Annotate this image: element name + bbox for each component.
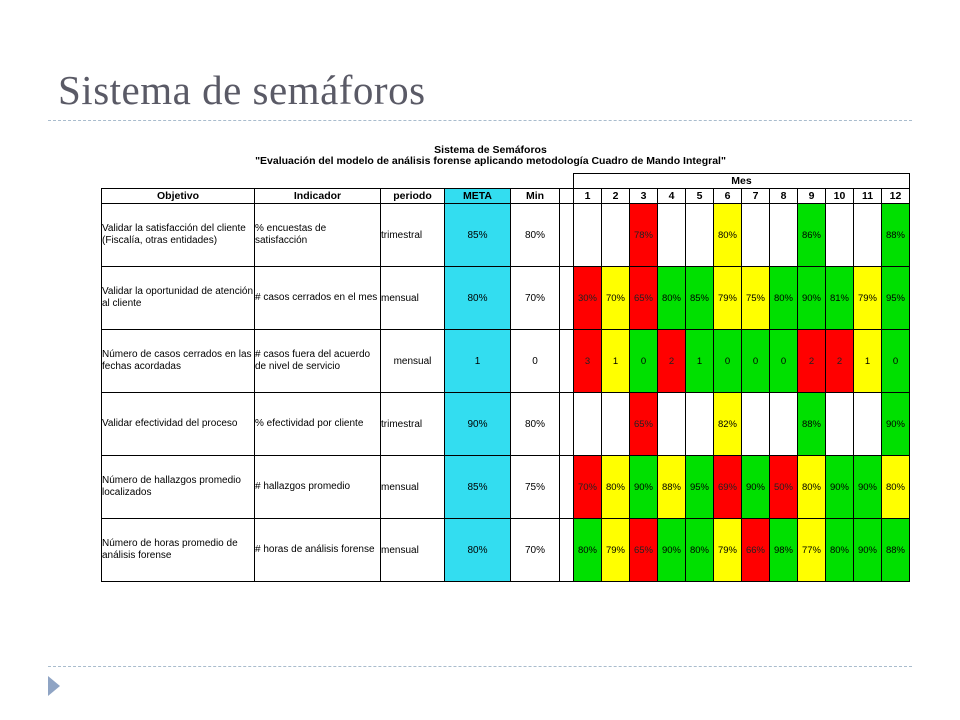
- header-month: 6: [714, 189, 742, 204]
- cell-month-value: [658, 393, 686, 456]
- cell-min: 75%: [511, 456, 560, 519]
- cell-month-value: [826, 393, 854, 456]
- cell-objetivo: Número de casos cerrados en las fechas acordadas: [102, 330, 255, 393]
- cell-month-value: 79%: [714, 267, 742, 330]
- cell-month-value: 0: [630, 330, 658, 393]
- cell-periodo: mensual: [381, 519, 445, 582]
- cell-month-value: 86%: [798, 204, 826, 267]
- cell-month-value: [854, 204, 882, 267]
- cell-month-value: 80%: [770, 267, 798, 330]
- cell-spacer: [560, 204, 574, 267]
- cell-indicador: # casos fuera del acuerdo de nivel de servicio: [255, 330, 381, 393]
- cell-month-value: 50%: [770, 456, 798, 519]
- header-objetivo: Objetivo: [102, 189, 255, 204]
- header-periodo: periodo: [381, 189, 445, 204]
- header-month: 3: [630, 189, 658, 204]
- cell-periodo: mensual: [381, 456, 445, 519]
- column-header-row: [102, 189, 910, 204]
- cell-month-value: 69%: [714, 456, 742, 519]
- cell-month-value: 80%: [714, 204, 742, 267]
- header-spacer: [560, 189, 574, 204]
- header-min: Min: [511, 189, 560, 204]
- header-month: 1: [574, 189, 602, 204]
- cell-month-value: 79%: [714, 519, 742, 582]
- cell-month-value: 88%: [882, 204, 910, 267]
- play-arrow-icon: [48, 676, 60, 696]
- header-month: 9: [798, 189, 826, 204]
- mes-header-row: [102, 174, 910, 189]
- header-indicador: Indicador: [255, 189, 381, 204]
- cell-month-value: 82%: [714, 393, 742, 456]
- cell-periodo: mensual: [381, 330, 445, 393]
- cell-month-value: 95%: [686, 456, 714, 519]
- bottom-divider: [48, 666, 912, 667]
- header-meta: META: [445, 189, 511, 204]
- header-month: 11: [854, 189, 882, 204]
- table-row: [102, 330, 910, 393]
- cell-indicador: % efectividad por cliente: [255, 393, 381, 456]
- cell-month-value: 80%: [826, 519, 854, 582]
- cell-min: 80%: [511, 204, 560, 267]
- cell-month-value: 90%: [630, 456, 658, 519]
- cell-month-value: 98%: [770, 519, 798, 582]
- traffic-light-table: [101, 173, 910, 582]
- cell-month-value: 79%: [854, 267, 882, 330]
- header-month: 7: [742, 189, 770, 204]
- cell-month-value: 0: [770, 330, 798, 393]
- cell-month-value: [658, 204, 686, 267]
- cell-month-value: [574, 204, 602, 267]
- cell-month-value: 90%: [882, 393, 910, 456]
- cell-month-value: 65%: [630, 519, 658, 582]
- cell-objetivo: Validar la satisfacción del cliente (Fiscalía, otras entidades): [102, 204, 255, 267]
- cell-periodo: trimestral: [381, 393, 445, 456]
- cell-month-value: [574, 393, 602, 456]
- cell-month-value: 88%: [658, 456, 686, 519]
- cell-month-value: [602, 393, 630, 456]
- header-month: 10: [826, 189, 854, 204]
- cell-month-value: 88%: [882, 519, 910, 582]
- cell-month-value: 0: [882, 330, 910, 393]
- cell-month-value: 2: [826, 330, 854, 393]
- cell-objetivo: Número de horas promedio de análisis forense: [102, 519, 255, 582]
- cell-month-value: 88%: [798, 393, 826, 456]
- cell-objetivo: Validar la oportunidad de atención al cliente: [102, 267, 255, 330]
- cell-month-value: 90%: [854, 519, 882, 582]
- cell-spacer: [560, 330, 574, 393]
- cell-month-value: [770, 393, 798, 456]
- table-caption-subtitle: "Evaluación del modelo de análisis forense aplicando metodología Cuadro de Mando Integral": [255, 155, 726, 167]
- cell-min: 70%: [511, 519, 560, 582]
- cell-month-value: 2: [798, 330, 826, 393]
- cell-indicador: # casos cerrados en el mes: [255, 267, 381, 330]
- mes-header: Mes: [574, 174, 910, 189]
- cell-month-value: 1: [602, 330, 630, 393]
- header-month: 5: [686, 189, 714, 204]
- table-caption-title: Sistema de Semáforos: [434, 144, 547, 156]
- cell-month-value: 80%: [686, 519, 714, 582]
- cell-spacer: [560, 267, 574, 330]
- cell-meta: 85%: [445, 456, 511, 519]
- cell-month-value: 79%: [602, 519, 630, 582]
- slide-title: Sistema de semáforos: [58, 67, 426, 113]
- cell-month-value: 81%: [826, 267, 854, 330]
- cell-month-value: [742, 204, 770, 267]
- cell-spacer: [560, 393, 574, 456]
- cell-periodo: trimestral: [381, 204, 445, 267]
- cell-month-value: [826, 204, 854, 267]
- table-row: [102, 456, 910, 519]
- cell-meta: 80%: [445, 267, 511, 330]
- cell-month-value: 0: [742, 330, 770, 393]
- cell-month-value: 95%: [882, 267, 910, 330]
- cell-objetivo: Número de hallazgos promedio localizados: [102, 456, 255, 519]
- cell-month-value: 90%: [854, 456, 882, 519]
- cell-month-value: 80%: [658, 267, 686, 330]
- cell-month-value: 78%: [630, 204, 658, 267]
- cell-spacer: [560, 519, 574, 582]
- cell-month-value: 77%: [798, 519, 826, 582]
- cell-month-value: 90%: [798, 267, 826, 330]
- cell-month-value: 80%: [602, 456, 630, 519]
- cell-month-value: 75%: [742, 267, 770, 330]
- cell-month-value: [602, 204, 630, 267]
- cell-month-value: 80%: [574, 519, 602, 582]
- cell-month-value: 65%: [630, 393, 658, 456]
- cell-indicador: % encuestas de satisfacción: [255, 204, 381, 267]
- table-row: [102, 393, 910, 456]
- header-month: 12: [882, 189, 910, 204]
- cell-month-value: 90%: [742, 456, 770, 519]
- cell-month-value: [770, 204, 798, 267]
- cell-meta: 90%: [445, 393, 511, 456]
- cell-meta: 1: [445, 330, 511, 393]
- table-row: [102, 204, 910, 267]
- header-month: 4: [658, 189, 686, 204]
- cell-objetivo: Validar efectividad del proceso: [102, 393, 255, 456]
- header-month: 2: [602, 189, 630, 204]
- cell-min: 0: [511, 330, 560, 393]
- table-row: [102, 267, 910, 330]
- cell-indicador: # horas de análisis forense: [255, 519, 381, 582]
- cell-month-value: 70%: [574, 456, 602, 519]
- cell-month-value: 70%: [602, 267, 630, 330]
- cell-month-value: [686, 393, 714, 456]
- header-month: 8: [770, 189, 798, 204]
- cell-month-value: 3: [574, 330, 602, 393]
- cell-month-value: 90%: [658, 519, 686, 582]
- cell-month-value: 30%: [574, 267, 602, 330]
- cell-month-value: 65%: [630, 267, 658, 330]
- cell-indicador: # hallazgos promedio: [255, 456, 381, 519]
- cell-spacer: [560, 456, 574, 519]
- cell-month-value: 80%: [798, 456, 826, 519]
- cell-meta: 85%: [445, 204, 511, 267]
- cell-month-value: 1: [854, 330, 882, 393]
- cell-month-value: 1: [686, 330, 714, 393]
- cell-meta: 80%: [445, 519, 511, 582]
- table-row: [102, 519, 910, 582]
- cell-min: 70%: [511, 267, 560, 330]
- cell-month-value: [742, 393, 770, 456]
- cell-month-value: 66%: [742, 519, 770, 582]
- top-divider: [48, 120, 912, 121]
- cell-month-value: 85%: [686, 267, 714, 330]
- cell-month-value: 80%: [882, 456, 910, 519]
- cell-month-value: [854, 393, 882, 456]
- cell-month-value: 0: [714, 330, 742, 393]
- cell-periodo: mensual: [381, 267, 445, 330]
- cell-month-value: [686, 204, 714, 267]
- cell-month-value: 90%: [826, 456, 854, 519]
- cell-min: 80%: [511, 393, 560, 456]
- cell-month-value: 2: [658, 330, 686, 393]
